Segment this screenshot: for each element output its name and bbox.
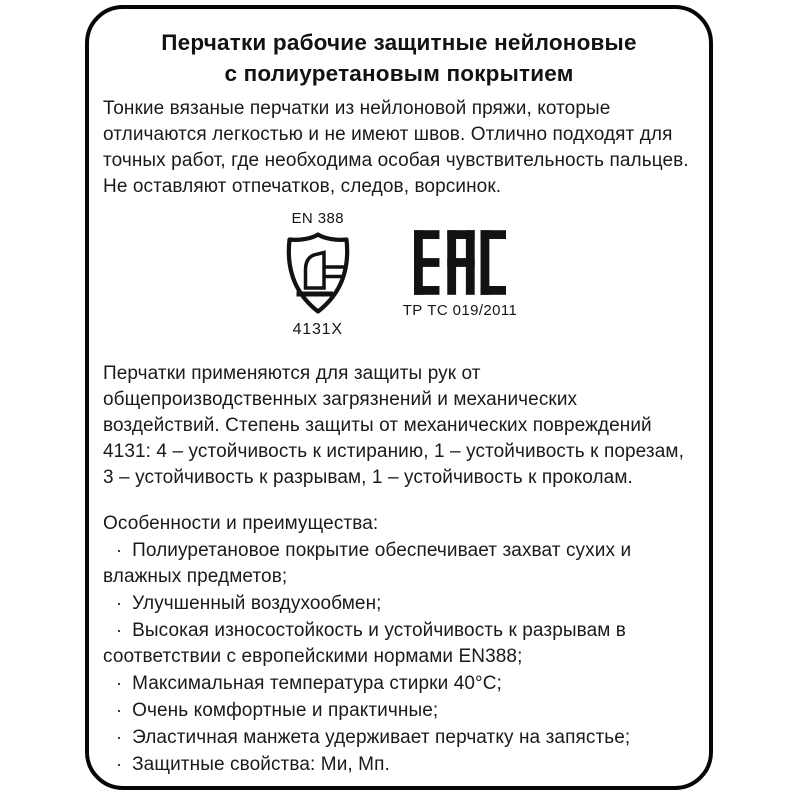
- feature-item: [103, 670, 695, 697]
- eac-certification: [403, 230, 518, 320]
- product-title-line2: с полиуретановым покрытием: [224, 61, 574, 86]
- feature-item: [103, 724, 695, 751]
- bullet-dot: ·: [116, 673, 123, 693]
- protection-paragraph: Перчатки применяются для защиты рук от общепроизводственных загрязнений и механических воздействий. Степень защиты от механических повреждений 4131: 4 – устойчивость к истиранию, 1 – устойчивость к порезам, 3 – устойчивость к разрывам, 1 – устойчивость к проколам.: [103, 363, 684, 488]
- certification-row: [103, 210, 695, 339]
- feature-item-text: Полиуретановое покрытие обеспечивает захват сухих и влажных предметов;: [103, 540, 632, 587]
- eac-mark-icon: [414, 230, 506, 295]
- intro-paragraph: Тонкие вязаные перчатки из нейлоновой пряжи, которые отличаются легкостью и не имеют швов. Отлично подходят для точных работ, где необходима особая чувствительность пальцев. Не оставляют отпечатков, следов, ворсинок.: [103, 98, 689, 197]
- feature-item: [103, 590, 695, 617]
- feature-item: [103, 697, 695, 724]
- feature-item-text: Максимальная температура стирки 40°С;: [132, 673, 502, 694]
- product-card: [85, 5, 713, 790]
- feature-item-text: Улучшенный воздухообмен;: [132, 593, 382, 614]
- en388-mechanical-risks-shield-icon: [281, 230, 355, 316]
- product-title-line1: Перчатки рабочие защитные нейлоновые: [161, 30, 637, 55]
- feature-item-text: Защитные свойства: Ми, Мп.: [132, 754, 390, 775]
- feature-item-text: Эластичная манжета удерживает перчатку на запястье;: [132, 727, 631, 748]
- bullet-dot: ·: [116, 593, 123, 613]
- bullet-dot: ·: [116, 754, 123, 774]
- feature-item: [103, 617, 695, 670]
- bullet-dot: ·: [116, 727, 123, 747]
- en388-rating-label: 4131X: [292, 321, 343, 338]
- features-list: [103, 537, 695, 778]
- bullet-dot: ·: [116, 540, 123, 560]
- feature-item-text: Высокая износостойкость и устойчивость к разрывам в соответствии с европейскими нормами EN388;: [103, 620, 627, 667]
- feature-item: [103, 751, 695, 778]
- en388-standard-label: EN 388: [291, 210, 344, 227]
- bullet-dot: ·: [116, 700, 123, 720]
- eac-regulation-label: ТР ТС 019/2011: [402, 301, 518, 319]
- feature-item-text: Очень комфортные и практичные;: [132, 700, 439, 721]
- product-title: [103, 27, 695, 89]
- en388-certification: [281, 210, 355, 339]
- feature-item: [103, 537, 695, 590]
- bullet-dot: ·: [116, 620, 123, 640]
- features-heading: Особенности и преимущества:: [103, 513, 379, 534]
